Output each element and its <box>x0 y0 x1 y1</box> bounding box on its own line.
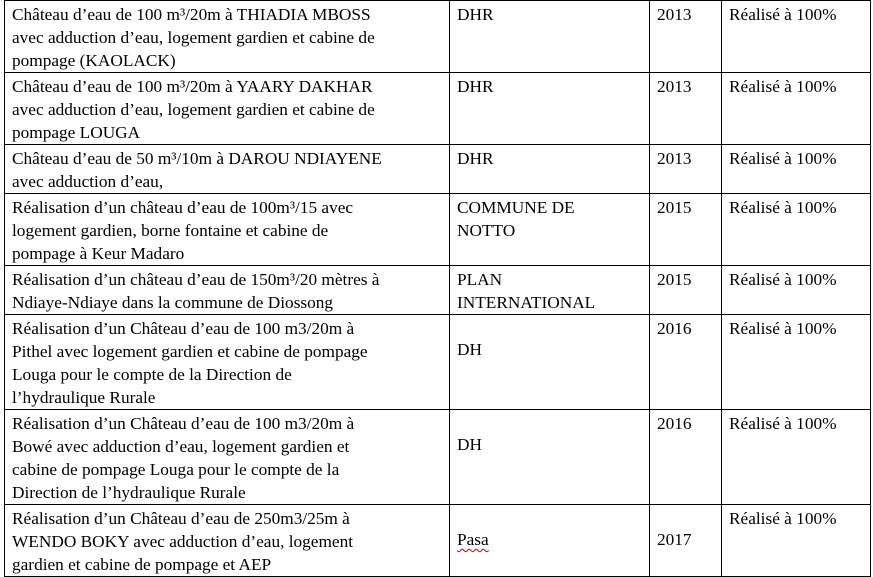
project-description: Réalisation d’un château d’eau de 150m³/20 mètres à Ndiaye-Ndiaye dans la commune de Diossong <box>5 266 450 315</box>
project-description: Réalisation d’un Château d’eau de 100 m3/20m à Bowé avec adduction d’eau, logement gardien et cabine de pompage Louga pour le compte de la Direction de l’hydraulique Rurale <box>5 410 450 505</box>
project-description: Réalisation d’un château d’eau de 100m³/15 avec logement gardien, borne fontaine et cabine de pompage à Keur Madaro <box>5 194 450 266</box>
project-client: DH <box>450 315 650 410</box>
project-year: 2017 <box>650 505 722 577</box>
project-status: Réalisé à 100% <box>722 145 871 194</box>
table-row <box>5 1 871 73</box>
project-year: 2016 <box>650 410 722 505</box>
project-status: Réalisé à 100% <box>722 1 871 73</box>
projects-table <box>4 0 871 577</box>
project-client: DHR <box>450 145 650 194</box>
project-description: Château d’eau de 100 m³/20m à YAARY DAKHAR avec adduction d’eau, logement gardien et cabine de pompage LOUGA <box>5 73 450 145</box>
table-row <box>5 410 871 505</box>
project-year: 2015 <box>650 266 722 315</box>
project-description: Château d’eau de 50 m³/10m à DAROU NDIAYENE avec adduction d’eau, <box>5 145 450 194</box>
table-row <box>5 73 871 145</box>
project-year: 2013 <box>650 73 722 145</box>
project-status: Réalisé à 100% <box>722 410 871 505</box>
project-client: DHR <box>450 1 650 73</box>
project-client: DHR <box>450 73 650 145</box>
project-year: 2016 <box>650 315 722 410</box>
project-status: Réalisé à 100% <box>722 266 871 315</box>
project-description: Château d’eau de 100 m³/20m à THIADIA MBOSS avec adduction d’eau, logement gardien et cabine de pompage (KAOLACK) <box>5 1 450 73</box>
project-description: Réalisation d’un Château d’eau de 100 m3/20m à Pithel avec logement gardien et cabine de pompage Louga pour le compte de la Direction de l’hydraulique Rurale <box>5 315 450 410</box>
table-row <box>5 194 871 266</box>
table-row <box>5 505 871 577</box>
project-client: PLAN INTERNATIONAL <box>450 266 650 315</box>
project-client: DH <box>450 410 650 505</box>
project-status: Réalisé à 100% <box>722 194 871 266</box>
table-row <box>5 266 871 315</box>
project-status: Réalisé à 100% <box>722 315 871 410</box>
table-row <box>5 315 871 410</box>
project-client: Pasa <box>450 505 650 577</box>
project-year: 2013 <box>650 1 722 73</box>
project-status: Réalisé à 100% <box>722 505 871 577</box>
project-status: Réalisé à 100% <box>722 73 871 145</box>
project-year: 2015 <box>650 194 722 266</box>
project-description: Réalisation d’un Château d’eau de 250m3/25m à WENDO BOKY avec adduction d’eau, logement gardien et cabine de pompage et AEP <box>5 505 450 577</box>
project-year: 2013 <box>650 145 722 194</box>
table-row <box>5 145 871 194</box>
project-client: COMMUNE DE NOTTO <box>450 194 650 266</box>
